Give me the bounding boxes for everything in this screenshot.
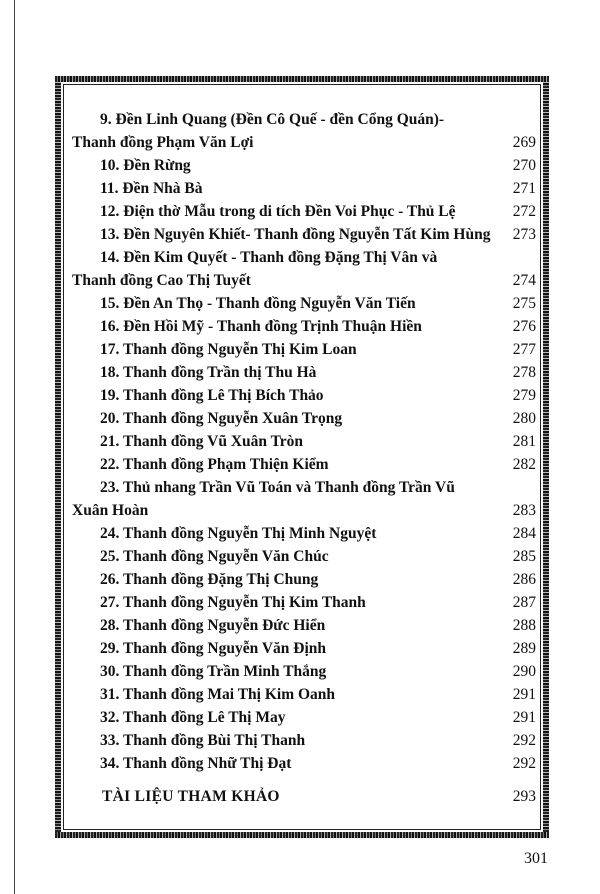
toc-entry-title: 15. Đền An Thọ - Thanh đồng Nguyễn Văn Tiến bbox=[100, 295, 416, 312]
toc-entry bbox=[72, 453, 536, 476]
border-right bbox=[543, 82, 549, 832]
toc-entry-title: 16. Đền Hồi Mỹ - Thanh đồng Trịnh Thuận Hiền bbox=[100, 318, 422, 335]
toc-entry-title: 24. Thanh đồng Nguyễn Thị Minh Nguyệt bbox=[100, 525, 377, 542]
toc-entry-title: Thanh đồng Phạm Văn Lợi bbox=[72, 134, 254, 151]
references-entry bbox=[72, 786, 536, 808]
toc-entry-page: 289 bbox=[512, 640, 536, 657]
toc-entry bbox=[72, 200, 536, 223]
toc-entry bbox=[72, 614, 536, 637]
toc-entry-title: 33. Thanh đồng Bùi Thị Thanh bbox=[100, 732, 306, 749]
toc-entry-page: 288 bbox=[512, 617, 536, 634]
toc-entry-page: 275 bbox=[512, 295, 536, 312]
toc-entry bbox=[72, 591, 536, 614]
toc-entry-title: 20. Thanh đồng Nguyễn Xuân Trọng bbox=[100, 410, 343, 427]
toc-entry bbox=[72, 430, 536, 453]
toc-entry-title: 17. Thanh đồng Nguyễn Thị Kim Loan bbox=[100, 341, 357, 358]
toc-entry bbox=[72, 568, 536, 591]
toc-entry bbox=[72, 315, 536, 338]
toc-entry-title: 18. Thanh đồng Trần thị Thu Hà bbox=[100, 364, 317, 381]
toc-entry bbox=[72, 545, 536, 568]
toc-entry-page: 283 bbox=[512, 502, 536, 519]
toc-entry-title: 30. Thanh đồng Trần Minh Thắng bbox=[100, 663, 327, 680]
toc-entry bbox=[72, 729, 536, 752]
toc-entry-page: 292 bbox=[512, 755, 536, 772]
toc-entry-page: 291 bbox=[512, 686, 536, 703]
toc-entry-title: 14. Đền Kim Quyết - Thanh đồng Đặng Thị Vân và bbox=[100, 249, 438, 266]
toc-entry-page: 279 bbox=[512, 387, 536, 404]
toc-entry-title: 32. Thanh đồng Lê Thị May bbox=[100, 709, 286, 726]
toc-entry bbox=[72, 384, 536, 407]
toc-entry bbox=[72, 476, 536, 522]
toc-entry-page: 273 bbox=[512, 226, 536, 243]
toc-entry-title: 12. Điện thờ Mẫu trong di tích Đền Voi Phục - Thủ Lệ bbox=[100, 203, 456, 220]
toc-entry-title: 22. Thanh đồng Phạm Thiện Kiểm bbox=[100, 456, 329, 473]
toc-entry bbox=[72, 361, 536, 384]
toc-entry-page: 280 bbox=[512, 410, 536, 427]
toc-entry-title: 13. Đền Nguyên Khiết- Thanh đồng Nguyễn Tất Kim Hùng bbox=[100, 226, 491, 243]
toc-entry bbox=[72, 752, 536, 775]
toc-entry-title: 31. Thanh đồng Mai Thị Kim Oanh bbox=[100, 686, 336, 703]
toc-entry bbox=[72, 522, 536, 545]
toc-entry bbox=[72, 223, 536, 246]
toc-entry-page: 270 bbox=[512, 157, 536, 174]
toc-entry bbox=[72, 683, 536, 706]
toc-entry-page: 286 bbox=[512, 571, 536, 588]
toc-entry-title: 27. Thanh đồng Nguyễn Thị Kim Thanh bbox=[100, 594, 366, 611]
toc-entry-title: Thanh đồng Cao Thị Tuyết bbox=[72, 272, 251, 289]
toc-entry bbox=[72, 706, 536, 729]
toc-entry bbox=[72, 154, 536, 177]
toc-entry-title: 26. Thanh đồng Đặng Thị Chung bbox=[100, 571, 319, 588]
toc-entry-title: 23. Thủ nhang Trần Vũ Toán và Thanh đồng Trần Vũ bbox=[100, 479, 455, 496]
toc-entry-page: 281 bbox=[512, 433, 536, 450]
toc-entry-page: 285 bbox=[512, 548, 536, 565]
toc-entry-title: 28. Thanh đồng Nguyễn Đức Hiển bbox=[100, 617, 326, 634]
toc-entry-title: 10. Đền Rừng bbox=[100, 157, 191, 174]
toc-entry bbox=[72, 407, 536, 430]
toc-entry-page: 290 bbox=[512, 663, 536, 680]
toc-entry bbox=[72, 246, 536, 292]
toc-entry-title: 21. Thanh đồng Vũ Xuân Tròn bbox=[100, 433, 304, 450]
toc-entry-page: 287 bbox=[512, 594, 536, 611]
references-page: 293 bbox=[512, 788, 536, 805]
toc-entry bbox=[72, 108, 536, 154]
toc-entry bbox=[72, 292, 536, 315]
toc-entry-title: 19. Thanh đồng Lê Thị Bích Thảo bbox=[100, 387, 324, 404]
toc-entry-page: 276 bbox=[512, 318, 536, 335]
toc-entry-page: 284 bbox=[512, 525, 536, 542]
toc-entry-title: 29. Thanh đồng Nguyễn Văn Định bbox=[100, 640, 326, 657]
toc-entry-page: 282 bbox=[512, 456, 536, 473]
toc-entry-page: 292 bbox=[512, 732, 536, 749]
toc-entry-page: 291 bbox=[512, 709, 536, 726]
toc-entry-title: 11. Đền Nhà Bà bbox=[100, 180, 203, 197]
table-of-contents bbox=[72, 108, 536, 775]
toc-entry-page: 272 bbox=[512, 203, 536, 220]
references-label: TÀI LIỆU THAM KHẢO bbox=[102, 788, 280, 805]
toc-entry bbox=[72, 660, 536, 683]
toc-entry bbox=[72, 177, 536, 200]
toc-entry-page: 269 bbox=[512, 134, 536, 151]
toc-entry-title: 25. Thanh đồng Nguyễn Văn Chúc bbox=[100, 548, 329, 565]
toc-entry-title: 9. Đền Linh Quang (Đền Cô Quế - đền Cổng Quán)- bbox=[100, 111, 445, 128]
page-edge-line bbox=[14, 0, 15, 894]
toc-entry-title: 34. Thanh đồng Nhữ Thị Đạt bbox=[100, 755, 292, 772]
toc-entry-title: Xuân Hoàn bbox=[72, 502, 149, 519]
toc-entry-page: 277 bbox=[512, 341, 536, 358]
toc-entry-page: 271 bbox=[512, 180, 536, 197]
toc-entry bbox=[72, 637, 536, 660]
toc-entry bbox=[72, 338, 536, 361]
toc-entry-page: 278 bbox=[512, 364, 536, 381]
toc-entry-page: 274 bbox=[512, 272, 536, 289]
page-number: 301 bbox=[524, 850, 548, 867]
